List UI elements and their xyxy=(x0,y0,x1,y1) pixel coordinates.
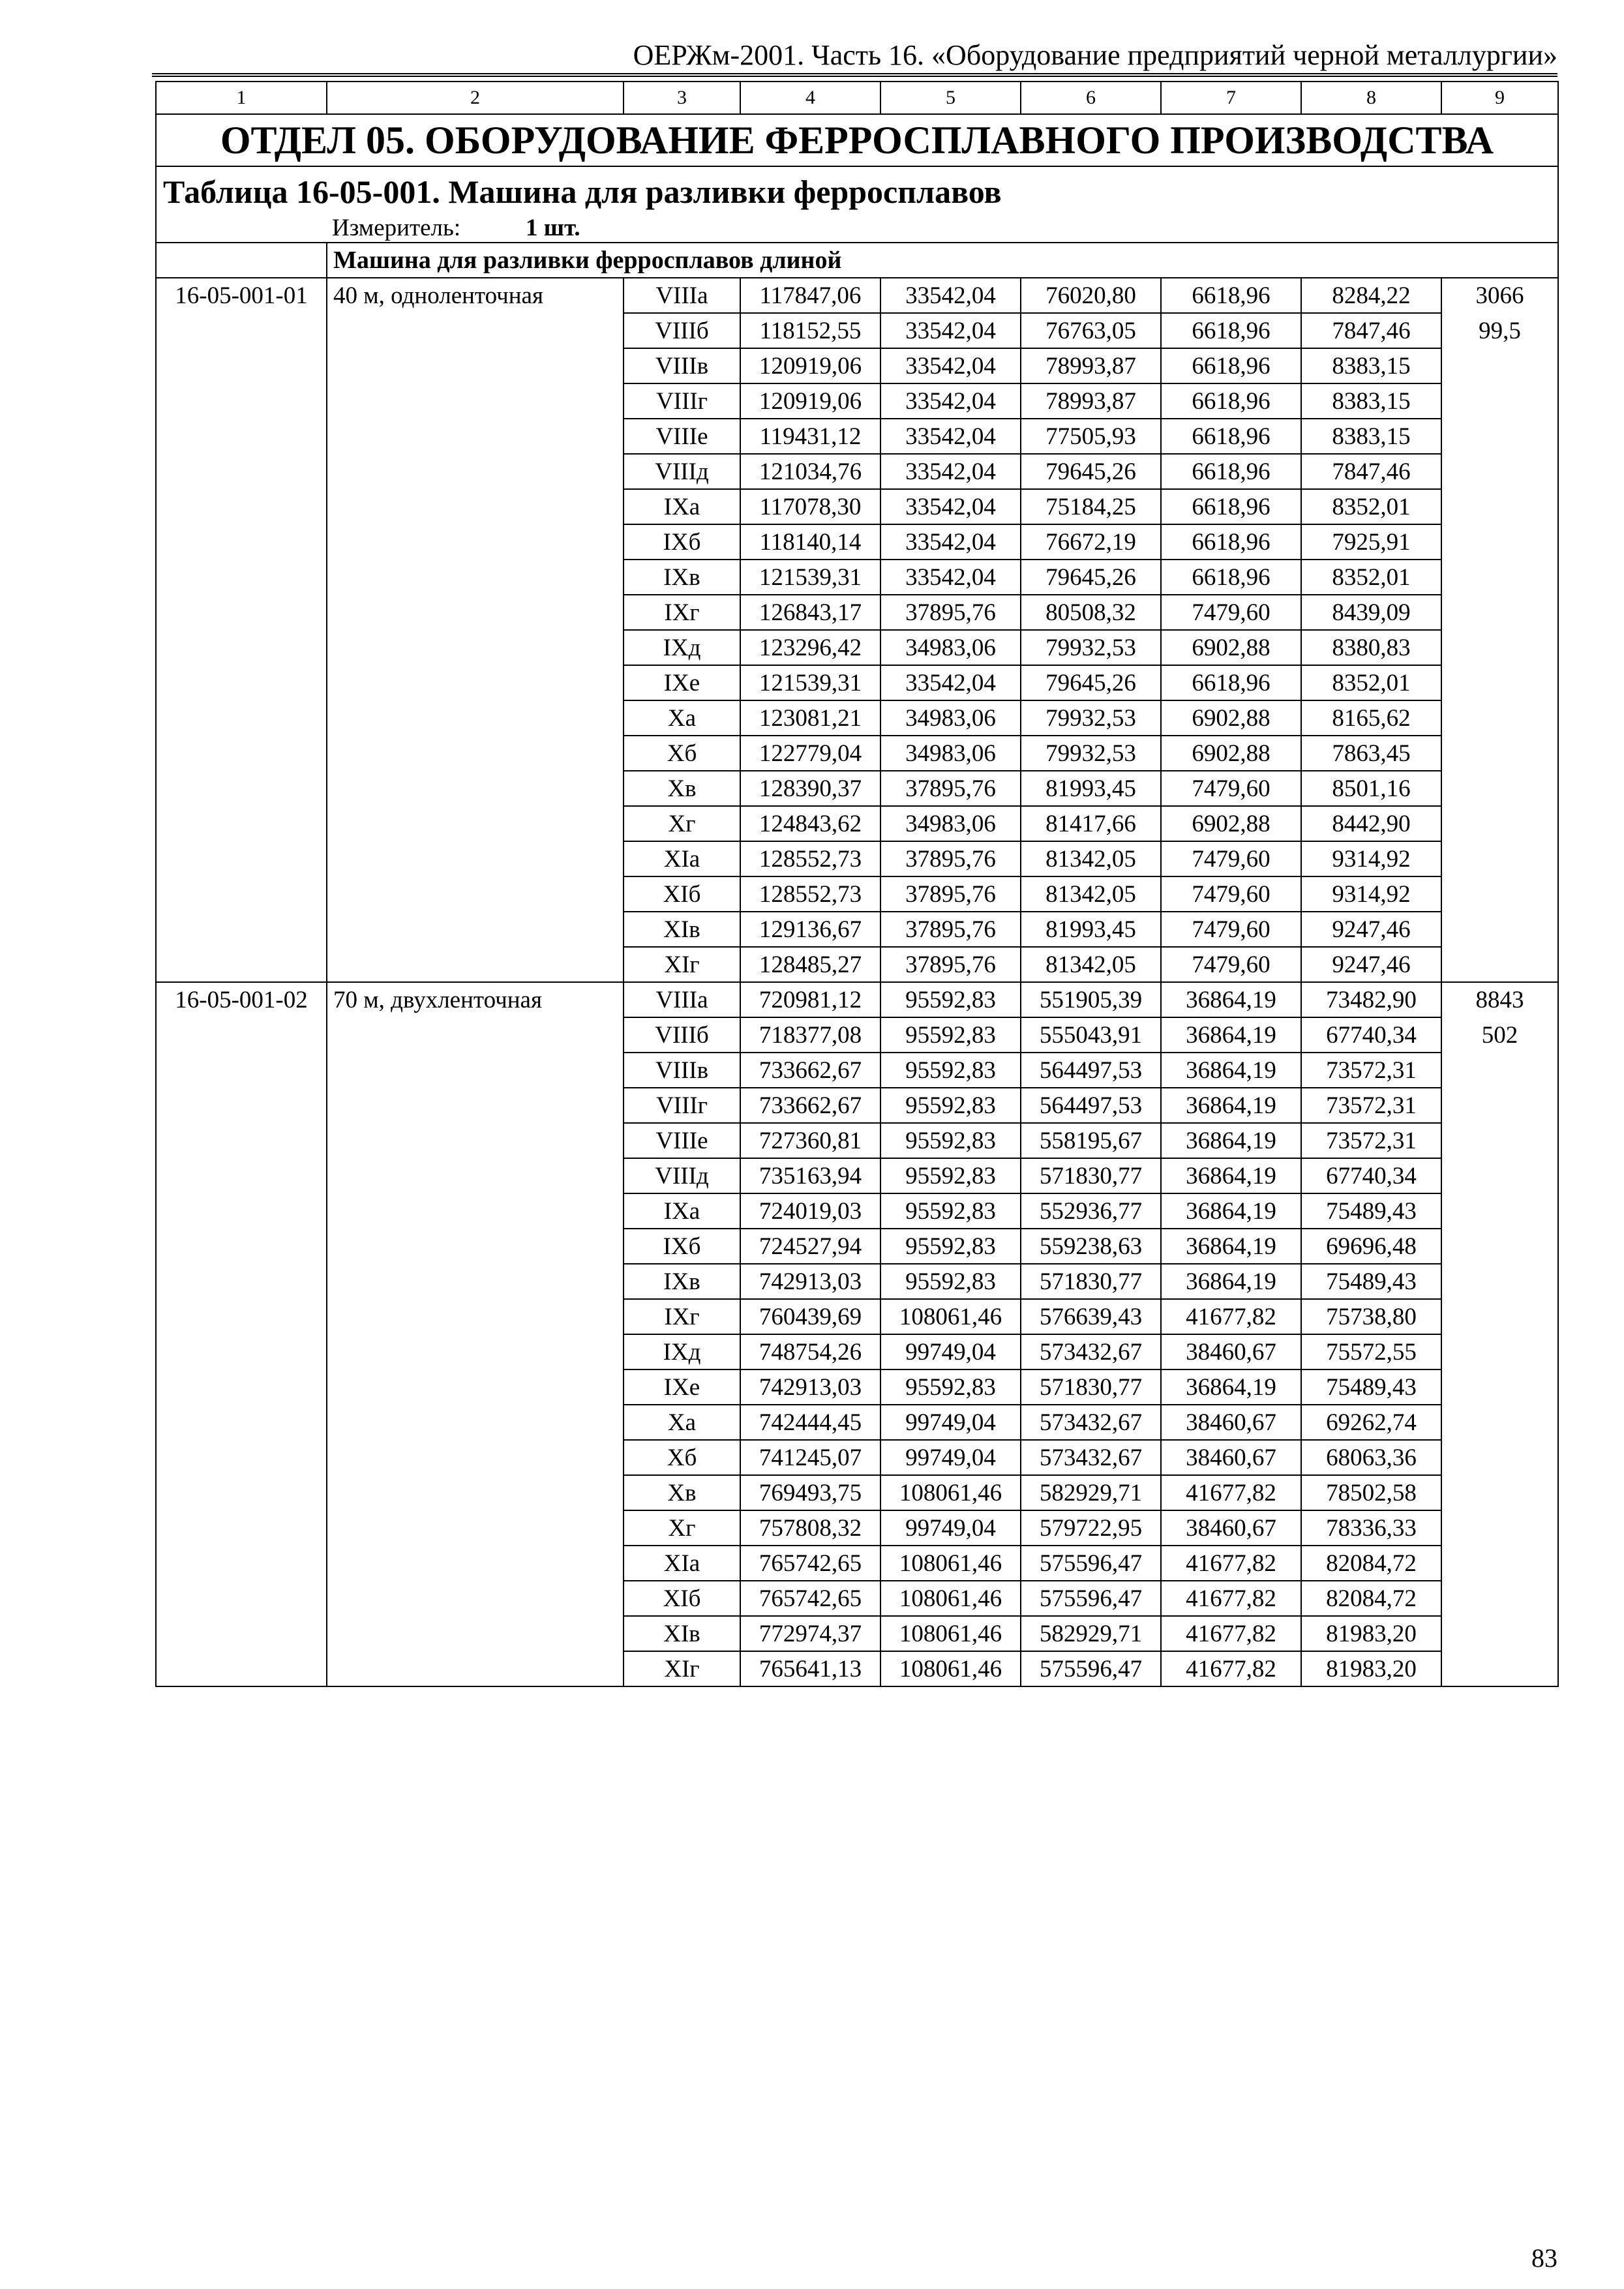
item-code: 16-05-001-01 xyxy=(175,282,308,309)
col-9-value: 502 xyxy=(1481,1022,1518,1049)
item-code: 16-05-001-02 xyxy=(175,987,308,1013)
value-cell-col-8: 75489,43 xyxy=(1301,1264,1441,1299)
value-cell-col-5: 37895,76 xyxy=(880,841,1021,876)
value-cell-col-6: 81342,05 xyxy=(1021,876,1161,912)
value-cell-col-4: 742913,03 xyxy=(740,1264,880,1299)
value-cell-col-7: 7479,60 xyxy=(1161,912,1301,947)
value-cell-col-8: 73482,90 xyxy=(1301,982,1441,1017)
value-cell-col-7: 36864,19 xyxy=(1161,1229,1301,1264)
value-cell-col-6: 79932,53 xyxy=(1021,700,1161,736)
value-cell-col-6: 573432,67 xyxy=(1021,1334,1161,1369)
value-cell-col-4: 120919,06 xyxy=(740,383,880,419)
value-cell-col-4: 123296,42 xyxy=(740,630,880,665)
value-cell-col-8: 8442,90 xyxy=(1301,806,1441,841)
value-cell-col-5: 95592,83 xyxy=(880,1369,1021,1405)
zone-cell: XIб xyxy=(624,876,740,912)
unit-label: Измеритель: xyxy=(332,214,461,241)
zone-cell: Xа xyxy=(624,700,740,736)
item-description: 40 м, одноленточная xyxy=(333,282,543,309)
value-cell-col-4: 119431,12 xyxy=(740,419,880,454)
value-cell-col-5: 99749,04 xyxy=(880,1510,1021,1546)
value-cell-col-8: 8383,15 xyxy=(1301,419,1441,454)
value-cell-col-7: 6618,96 xyxy=(1161,383,1301,419)
empty-cell xyxy=(156,243,327,278)
value-cell-col-6: 76763,05 xyxy=(1021,313,1161,348)
value-cell-col-5: 95592,83 xyxy=(880,1123,1021,1158)
item-code-cell xyxy=(156,278,327,982)
value-cell-col-6: 81993,45 xyxy=(1021,912,1161,947)
value-cell-col-5: 108061,46 xyxy=(880,1581,1021,1616)
subheading: Машина для разливки ферросплавов длиной xyxy=(327,243,1558,278)
value-cell-col-8: 82084,72 xyxy=(1301,1581,1441,1616)
value-cell-col-5: 95592,83 xyxy=(880,1158,1021,1193)
item-code-cell xyxy=(156,982,327,1686)
col-9-cell xyxy=(1441,278,1558,982)
value-cell-col-4: 727360,81 xyxy=(740,1123,880,1158)
column-number: 8 xyxy=(1301,82,1441,114)
value-cell-col-5: 95592,83 xyxy=(880,1053,1021,1088)
value-cell-col-8: 8352,01 xyxy=(1301,489,1441,524)
zone-cell: Xв xyxy=(624,771,740,806)
value-cell-col-7: 41677,82 xyxy=(1161,1546,1301,1581)
value-cell-col-5: 95592,83 xyxy=(880,1088,1021,1123)
value-cell-col-4: 772974,37 xyxy=(740,1616,880,1651)
value-cell-col-7: 6618,96 xyxy=(1161,560,1301,595)
running-head: ОЕРЖм-2001. Часть 16. «Оборудование предприятий черной металлургии» xyxy=(152,34,1557,77)
value-cell-col-4: 760439,69 xyxy=(740,1299,880,1334)
table-row xyxy=(156,982,1558,1017)
item-description-cell xyxy=(327,982,624,1686)
zone-cell: XIг xyxy=(624,1651,740,1686)
value-cell-col-7: 6618,96 xyxy=(1161,348,1301,383)
value-cell-col-8: 73572,31 xyxy=(1301,1053,1441,1088)
value-cell-col-5: 34983,06 xyxy=(880,806,1021,841)
column-number-row xyxy=(156,82,1558,114)
value-cell-col-7: 6618,96 xyxy=(1161,313,1301,348)
zone-cell: VIIIе xyxy=(624,419,740,454)
value-cell-col-8: 75489,43 xyxy=(1301,1369,1441,1405)
value-cell-col-8: 81983,20 xyxy=(1301,1616,1441,1651)
col-9-value: 3066 xyxy=(1475,282,1524,309)
value-cell-col-8: 81983,20 xyxy=(1301,1651,1441,1686)
value-cell-col-4: 118152,55 xyxy=(740,313,880,348)
value-cell-col-6: 78993,87 xyxy=(1021,383,1161,419)
value-cell-col-8: 78502,58 xyxy=(1301,1475,1441,1510)
value-cell-col-8: 8352,01 xyxy=(1301,665,1441,700)
value-cell-col-4: 724019,03 xyxy=(740,1193,880,1229)
zone-cell: VIIIв xyxy=(624,348,740,383)
value-cell-col-4: 718377,08 xyxy=(740,1017,880,1053)
zone-cell: XIв xyxy=(624,1616,740,1651)
value-cell-col-6: 571830,77 xyxy=(1021,1264,1161,1299)
value-cell-col-4: 733662,67 xyxy=(740,1088,880,1123)
value-cell-col-4: 129136,67 xyxy=(740,912,880,947)
value-cell-col-8: 8380,83 xyxy=(1301,630,1441,665)
value-cell-col-7: 36864,19 xyxy=(1161,1369,1301,1405)
zone-cell: IXг xyxy=(624,595,740,630)
value-cell-col-6: 564497,53 xyxy=(1021,1088,1161,1123)
zone-cell: IXа xyxy=(624,489,740,524)
value-cell-col-7: 38460,67 xyxy=(1161,1440,1301,1475)
zone-cell: XIа xyxy=(624,841,740,876)
value-cell-col-7: 6618,96 xyxy=(1161,454,1301,489)
value-cell-col-7: 36864,19 xyxy=(1161,1193,1301,1229)
value-cell-col-8: 8383,15 xyxy=(1301,383,1441,419)
value-cell-col-4: 128552,73 xyxy=(740,876,880,912)
value-cell-col-4: 128390,37 xyxy=(740,771,880,806)
value-cell-col-6: 573432,67 xyxy=(1021,1440,1161,1475)
value-cell-col-4: 128552,73 xyxy=(740,841,880,876)
value-cell-col-6: 81342,05 xyxy=(1021,947,1161,982)
value-cell-col-6: 77505,93 xyxy=(1021,419,1161,454)
value-cell-col-8: 67740,34 xyxy=(1301,1158,1441,1193)
value-cell-col-6: 79645,26 xyxy=(1021,454,1161,489)
value-cell-col-6: 571830,77 xyxy=(1021,1369,1161,1405)
value-cell-col-5: 99749,04 xyxy=(880,1334,1021,1369)
section-title: ОТДЕЛ 05. ОБОРУДОВАНИЕ ФЕРРОСПЛАВНОГО ПРОИЗВОДСТВА xyxy=(156,114,1558,166)
value-cell-col-5: 34983,06 xyxy=(880,700,1021,736)
value-cell-col-4: 765742,65 xyxy=(740,1581,880,1616)
value-cell-col-8: 8501,16 xyxy=(1301,771,1441,806)
value-cell-col-7: 7479,60 xyxy=(1161,771,1301,806)
value-cell-col-7: 7479,60 xyxy=(1161,841,1301,876)
column-number: 9 xyxy=(1441,82,1558,114)
value-cell-col-4: 748754,26 xyxy=(740,1334,880,1369)
zone-cell: Xб xyxy=(624,1440,740,1475)
value-cell-col-8: 67740,34 xyxy=(1301,1017,1441,1053)
value-cell-col-4: 126843,17 xyxy=(740,595,880,630)
value-cell-col-8: 75738,80 xyxy=(1301,1299,1441,1334)
page-number: 83 xyxy=(1531,2243,1557,2273)
value-cell-col-5: 95592,83 xyxy=(880,982,1021,1017)
value-cell-col-7: 7479,60 xyxy=(1161,595,1301,630)
value-cell-col-6: 559238,63 xyxy=(1021,1229,1161,1264)
item-description: 70 м, двухленточная xyxy=(333,987,542,1013)
zone-cell: VIIIа xyxy=(624,982,740,1017)
column-number: 3 xyxy=(624,82,740,114)
value-cell-col-7: 6902,88 xyxy=(1161,700,1301,736)
value-cell-col-8: 9247,46 xyxy=(1301,947,1441,982)
value-cell-col-5: 33542,04 xyxy=(880,524,1021,560)
value-cell-col-8: 69262,74 xyxy=(1301,1405,1441,1440)
value-cell-col-8: 8439,09 xyxy=(1301,595,1441,630)
value-cell-col-6: 75184,25 xyxy=(1021,489,1161,524)
zone-cell: IXд xyxy=(624,630,740,665)
zone-cell: IXе xyxy=(624,1369,740,1405)
value-cell-col-5: 33542,04 xyxy=(880,454,1021,489)
value-cell-col-8: 9247,46 xyxy=(1301,912,1441,947)
value-cell-col-7: 38460,67 xyxy=(1161,1510,1301,1546)
value-cell-col-6: 552936,77 xyxy=(1021,1193,1161,1229)
table-caption xyxy=(157,168,1557,241)
value-cell-col-7: 6618,96 xyxy=(1161,665,1301,700)
value-cell-col-7: 41677,82 xyxy=(1161,1651,1301,1686)
value-cell-col-5: 95592,83 xyxy=(880,1193,1021,1229)
item-description-cell xyxy=(327,278,624,982)
zone-cell: VIIIа xyxy=(624,278,740,313)
value-cell-col-8: 82084,72 xyxy=(1301,1546,1441,1581)
zone-cell: Xа xyxy=(624,1405,740,1440)
value-cell-col-8: 68063,36 xyxy=(1301,1440,1441,1475)
zone-cell: Xг xyxy=(624,806,740,841)
value-cell-col-6: 79645,26 xyxy=(1021,560,1161,595)
zone-cell: IXв xyxy=(624,1264,740,1299)
value-cell-col-4: 720981,12 xyxy=(740,982,880,1017)
value-cell-col-7: 41677,82 xyxy=(1161,1616,1301,1651)
value-cell-col-4: 735163,94 xyxy=(740,1158,880,1193)
zone-cell: VIIIе xyxy=(624,1123,740,1158)
value-cell-col-7: 36864,19 xyxy=(1161,1088,1301,1123)
zone-cell: IXб xyxy=(624,1229,740,1264)
value-cell-col-8: 78336,33 xyxy=(1301,1510,1441,1546)
zone-cell: VIIIд xyxy=(624,454,740,489)
value-cell-col-8: 75572,55 xyxy=(1301,1334,1441,1369)
value-cell-col-7: 41677,82 xyxy=(1161,1475,1301,1510)
value-cell-col-6: 81993,45 xyxy=(1021,771,1161,806)
value-cell-col-8: 69696,48 xyxy=(1301,1229,1441,1264)
value-cell-col-7: 36864,19 xyxy=(1161,1123,1301,1158)
value-cell-col-5: 33542,04 xyxy=(880,489,1021,524)
value-cell-col-6: 575596,47 xyxy=(1021,1651,1161,1686)
value-cell-col-5: 37895,76 xyxy=(880,876,1021,912)
value-cell-col-7: 36864,19 xyxy=(1161,982,1301,1017)
table-row xyxy=(156,278,1558,313)
section-title-row xyxy=(156,114,1558,166)
column-number: 5 xyxy=(880,82,1021,114)
table-title: Таблица 16-05-001. Машина для разливки ферросплавов xyxy=(163,173,1002,210)
zone-cell: VIIIд xyxy=(624,1158,740,1193)
zone-cell: XIб xyxy=(624,1581,740,1616)
value-cell-col-6: 558195,67 xyxy=(1021,1123,1161,1158)
value-cell-col-8: 7847,46 xyxy=(1301,313,1441,348)
value-cell-col-4: 117847,06 xyxy=(740,278,880,313)
value-cell-col-6: 576639,43 xyxy=(1021,1299,1161,1334)
value-cell-col-7: 6618,96 xyxy=(1161,489,1301,524)
value-cell-col-6: 579722,95 xyxy=(1021,1510,1161,1546)
col-9-value: 99,5 xyxy=(1479,318,1521,344)
zone-cell: VIIIб xyxy=(624,1017,740,1053)
value-cell-col-7: 6902,88 xyxy=(1161,806,1301,841)
value-cell-col-7: 6618,96 xyxy=(1161,524,1301,560)
value-cell-col-4: 765641,13 xyxy=(740,1651,880,1686)
zone-cell: IXв xyxy=(624,560,740,595)
value-cell-col-4: 121539,31 xyxy=(740,560,880,595)
value-cell-col-5: 34983,06 xyxy=(880,736,1021,771)
value-cell-col-5: 33542,04 xyxy=(880,383,1021,419)
value-cell-col-7: 7479,60 xyxy=(1161,876,1301,912)
value-cell-col-4: 742444,45 xyxy=(740,1405,880,1440)
zone-cell: Xг xyxy=(624,1510,740,1546)
value-cell-col-4: 117078,30 xyxy=(740,489,880,524)
value-cell-col-5: 99749,04 xyxy=(880,1405,1021,1440)
zone-cell: XIа xyxy=(624,1546,740,1581)
value-cell-col-4: 118140,14 xyxy=(740,524,880,560)
value-cell-col-5: 108061,46 xyxy=(880,1651,1021,1686)
value-cell-col-5: 33542,04 xyxy=(880,665,1021,700)
column-number: 2 xyxy=(327,82,624,114)
value-cell-col-8: 7863,45 xyxy=(1301,736,1441,771)
value-cell-col-5: 108061,46 xyxy=(880,1616,1021,1651)
value-cell-col-4: 741245,07 xyxy=(740,1440,880,1475)
column-number: 1 xyxy=(156,82,327,114)
value-cell-col-7: 38460,67 xyxy=(1161,1405,1301,1440)
value-cell-col-8: 8352,01 xyxy=(1301,560,1441,595)
value-cell-col-7: 36864,19 xyxy=(1161,1053,1301,1088)
value-cell-col-5: 95592,83 xyxy=(880,1229,1021,1264)
value-cell-col-7: 6618,96 xyxy=(1161,419,1301,454)
zone-cell: IXа xyxy=(624,1193,740,1229)
value-cell-col-6: 582929,71 xyxy=(1021,1616,1161,1651)
value-cell-col-6: 573432,67 xyxy=(1021,1405,1161,1440)
value-cell-col-6: 79645,26 xyxy=(1021,665,1161,700)
value-cell-col-5: 37895,76 xyxy=(880,947,1021,982)
value-cell-col-6: 555043,91 xyxy=(1021,1017,1161,1053)
value-cell-col-5: 95592,83 xyxy=(880,1017,1021,1053)
value-cell-col-8: 75489,43 xyxy=(1301,1193,1441,1229)
value-cell-col-6: 79932,53 xyxy=(1021,736,1161,771)
column-number: 4 xyxy=(740,82,880,114)
zone-cell: VIIIг xyxy=(624,383,740,419)
value-cell-col-6: 582929,71 xyxy=(1021,1475,1161,1510)
value-cell-col-5: 37895,76 xyxy=(880,771,1021,806)
value-cell-col-8: 8383,15 xyxy=(1301,348,1441,383)
value-cell-col-5: 33542,04 xyxy=(880,278,1021,313)
value-cell-col-5: 108061,46 xyxy=(880,1475,1021,1510)
column-number: 6 xyxy=(1021,82,1161,114)
value-cell-col-5: 37895,76 xyxy=(880,595,1021,630)
value-cell-col-8: 9314,92 xyxy=(1301,841,1441,876)
value-cell-col-5: 95592,83 xyxy=(880,1264,1021,1299)
value-cell-col-4: 733662,67 xyxy=(740,1053,880,1088)
value-cell-col-8: 7925,91 xyxy=(1301,524,1441,560)
zone-cell: VIIIб xyxy=(624,313,740,348)
column-number: 7 xyxy=(1161,82,1301,114)
value-cell-col-4: 128485,27 xyxy=(740,947,880,982)
value-cell-col-6: 81417,66 xyxy=(1021,806,1161,841)
value-cell-col-7: 41677,82 xyxy=(1161,1581,1301,1616)
value-cell-col-6: 78993,87 xyxy=(1021,348,1161,383)
value-cell-col-4: 121034,76 xyxy=(740,454,880,489)
value-cell-col-6: 80508,32 xyxy=(1021,595,1161,630)
zone-cell: IXд xyxy=(624,1334,740,1369)
value-cell-col-7: 6902,88 xyxy=(1161,630,1301,665)
value-cell-col-4: 724527,94 xyxy=(740,1229,880,1264)
value-cell-col-6: 571830,77 xyxy=(1021,1158,1161,1193)
value-cell-col-5: 99749,04 xyxy=(880,1440,1021,1475)
value-cell-col-5: 108061,46 xyxy=(880,1546,1021,1581)
value-cell-col-4: 757808,32 xyxy=(740,1510,880,1546)
table-caption-row xyxy=(156,166,1558,243)
value-cell-col-5: 37895,76 xyxy=(880,912,1021,947)
value-cell-col-6: 551905,39 xyxy=(1021,982,1161,1017)
value-cell-col-7: 7479,60 xyxy=(1161,947,1301,982)
value-cell-col-4: 123081,21 xyxy=(740,700,880,736)
value-cell-col-8: 73572,31 xyxy=(1301,1123,1441,1158)
value-cell-col-4: 120919,06 xyxy=(740,348,880,383)
zone-cell: VIIIг xyxy=(624,1088,740,1123)
value-cell-col-5: 108061,46 xyxy=(880,1299,1021,1334)
value-cell-col-8: 8284,22 xyxy=(1301,278,1441,313)
value-cell-col-7: 36864,19 xyxy=(1161,1017,1301,1053)
value-cell-col-4: 765742,65 xyxy=(740,1546,880,1581)
value-cell-col-6: 575596,47 xyxy=(1021,1581,1161,1616)
zone-cell: Xб xyxy=(624,736,740,771)
table-caption-cell xyxy=(156,166,1558,243)
zone-cell: Xв xyxy=(624,1475,740,1510)
value-cell-col-4: 742913,03 xyxy=(740,1369,880,1405)
value-cell-col-6: 81342,05 xyxy=(1021,841,1161,876)
value-cell-col-6: 575596,47 xyxy=(1021,1546,1161,1581)
value-cell-col-4: 769493,75 xyxy=(740,1475,880,1510)
zone-cell: IXг xyxy=(624,1299,740,1334)
zone-cell: IXе xyxy=(624,665,740,700)
value-cell-col-5: 33542,04 xyxy=(880,348,1021,383)
value-cell-col-6: 76672,19 xyxy=(1021,524,1161,560)
value-cell-col-7: 6618,96 xyxy=(1161,278,1301,313)
zone-cell: XIг xyxy=(624,947,740,982)
value-cell-col-5: 33542,04 xyxy=(880,560,1021,595)
value-cell-col-7: 36864,19 xyxy=(1161,1264,1301,1299)
unit-value: 1 шт. xyxy=(526,214,580,241)
value-cell-col-5: 33542,04 xyxy=(880,419,1021,454)
value-cell-col-7: 41677,82 xyxy=(1161,1299,1301,1334)
zone-cell: XIв xyxy=(624,912,740,947)
value-cell-col-6: 564497,53 xyxy=(1021,1053,1161,1088)
value-cell-col-6: 79932,53 xyxy=(1021,630,1161,665)
value-cell-col-7: 36864,19 xyxy=(1161,1158,1301,1193)
value-cell-col-6: 76020,80 xyxy=(1021,278,1161,313)
zone-cell: IXб xyxy=(624,524,740,560)
value-cell-col-8: 7847,46 xyxy=(1301,454,1441,489)
col-9-cell xyxy=(1441,982,1558,1686)
value-cell-col-4: 121539,31 xyxy=(740,665,880,700)
subheading-row xyxy=(156,243,1558,278)
value-cell-col-5: 33542,04 xyxy=(880,313,1021,348)
value-cell-col-7: 38460,67 xyxy=(1161,1334,1301,1369)
zone-cell: VIIIв xyxy=(624,1053,740,1088)
value-cell-col-8: 8165,62 xyxy=(1301,700,1441,736)
value-cell-col-5: 34983,06 xyxy=(880,630,1021,665)
value-cell-col-4: 122779,04 xyxy=(740,736,880,771)
price-table xyxy=(155,81,1559,1687)
value-cell-col-7: 6902,88 xyxy=(1161,736,1301,771)
value-cell-col-8: 9314,92 xyxy=(1301,876,1441,912)
value-cell-col-8: 73572,31 xyxy=(1301,1088,1441,1123)
value-cell-col-4: 124843,62 xyxy=(740,806,880,841)
col-9-value: 8843 xyxy=(1475,987,1524,1013)
